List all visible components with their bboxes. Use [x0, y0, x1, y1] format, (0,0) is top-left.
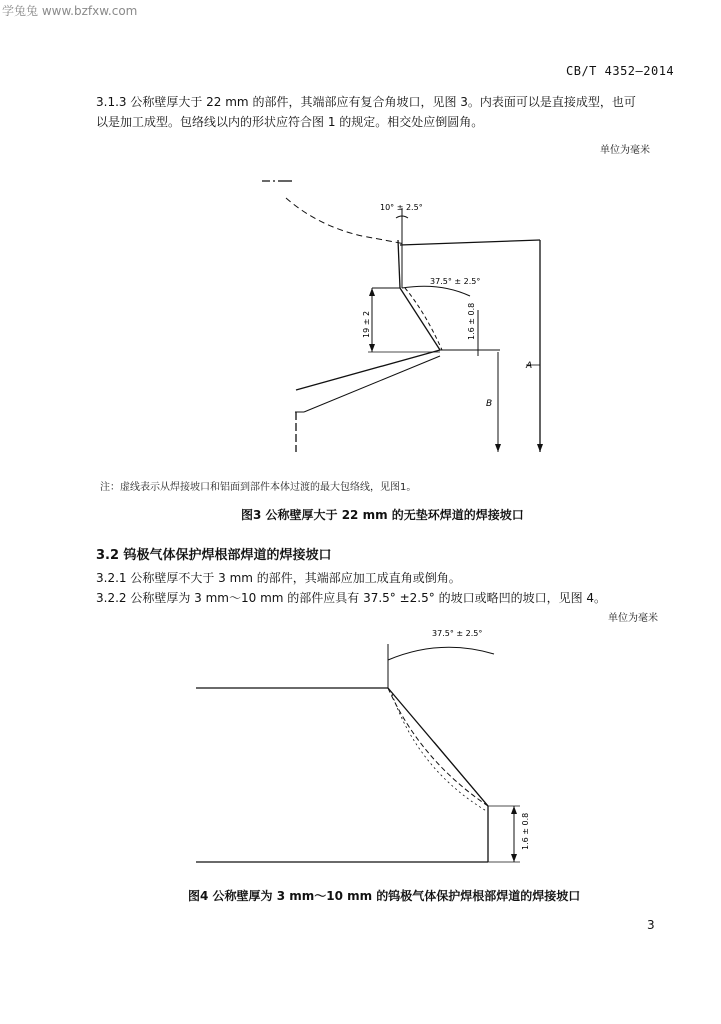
figure3-bevel-37 [400, 288, 440, 350]
figure3-dim-1-6: 1.6 ± 0.8 [467, 302, 476, 340]
figure4-angle-label: 37.5° ± 2.5° [432, 629, 483, 638]
paragraph-3-1-3-line2: 以是加工成型。包络线以内的形状应符合图 1 的规定。相交处应倒圆角。 [96, 115, 484, 129]
figure3-angle-arc [402, 286, 470, 296]
figure3-angle-top-label: 10° ± 2.5° [380, 203, 423, 212]
watermark: 学兔兔 www.bzfxw.com [2, 4, 138, 18]
unit-label-figure4: 单位为毫米 [608, 613, 658, 624]
figure3-label-A: A [526, 361, 533, 371]
paragraph-3-1-3-line1: 3.1.3 公称壁厚大于 22 mm 的部件，其端部应有复合角坡口，见图 3。内表面可以是直接成型，也可 [96, 95, 636, 109]
figure3-bevel-steep [398, 240, 400, 288]
paragraph-3-2-2: 3.2.2 公称壁厚为 3 mm～10 mm 的部件应具有 37.5° ±2.5° 的坡口或略凹的坡口，见图 4。 [96, 591, 607, 605]
figure4-dim-label: 1.6 ± 0.8 [521, 812, 530, 850]
figure3-caption: 图3 公称壁厚大于 22 mm 的无垫环焊道的焊接坡口 [241, 508, 524, 522]
figure4-caption: 图4 公称壁厚为 3 mm～10 mm 的钨极气体保护焊根部焊道的焊接坡口 [188, 889, 581, 903]
unit-label-figure3: 单位为毫米 [600, 145, 650, 156]
figure3-note: 注：虚线表示从焊接坡口和铝面到部件本体过渡的最大包络线，见图1。 [100, 482, 417, 493]
figure3-drawing [0, 160, 721, 490]
figure4-angle-arc [388, 647, 494, 660]
figure3-label-B: B [486, 399, 493, 409]
standard-number: CB/T 4352—2014 [566, 64, 675, 78]
figure4-drawing [0, 620, 721, 880]
figure3-dim-19: 19 ± 2 [362, 310, 371, 338]
paragraph-3-2-1: 3.2.1 公称壁厚不大于 3 mm 的部件，其端部应加工成直角或倒角。 [96, 571, 461, 585]
section-3-2-heading: 3.2 钨极气体保护焊根部焊道的焊接坡口 [96, 548, 332, 563]
figure3-lower-slant-2 [304, 356, 440, 412]
page-number: 3 [647, 918, 655, 932]
figure3-bevel-dashed [405, 288, 442, 350]
figure3-angle-mid-label: 37.5° ± 2.5° [430, 277, 481, 286]
figure3-top-line [400, 240, 540, 245]
figure3-lower-slant [296, 350, 440, 390]
